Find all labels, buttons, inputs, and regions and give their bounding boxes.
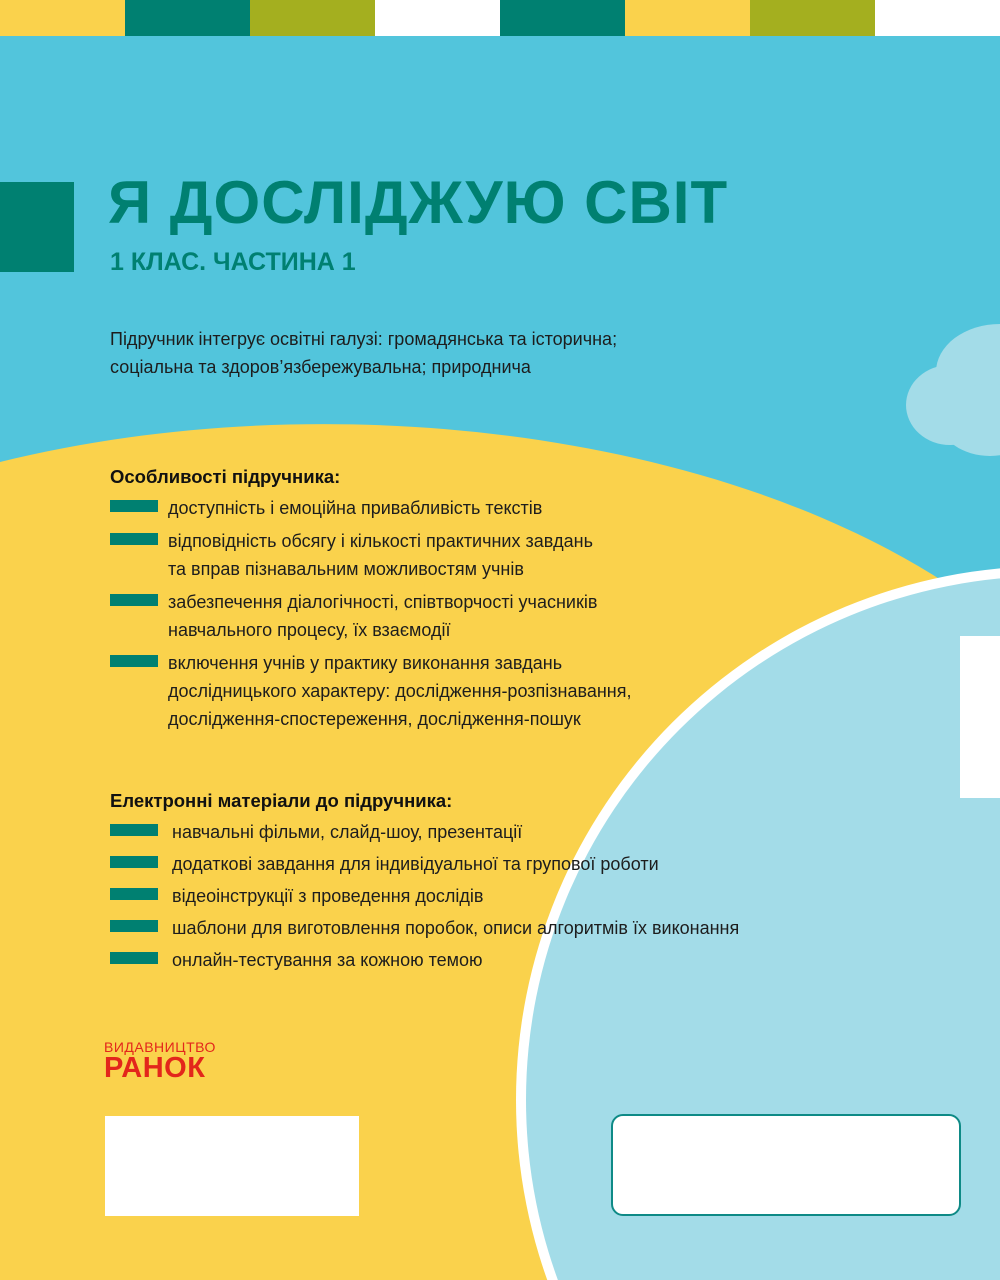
item-text: додаткові завдання для індивідуальної та групової роботи [172,854,659,874]
item-text: відповідність обсягу і кількості практичних завдань [168,531,593,551]
item-text: відеоінструкції з проведення дослідів [172,886,484,906]
bullet-bar-icon [110,533,158,545]
features-section [110,466,631,738]
item-text: шаблони для виготовлення поробок, описи алгоритмів їх виконання [172,918,740,938]
intro-text [110,325,830,381]
bullet-bar-icon [110,920,158,932]
publisher-name: РАНОК [104,1052,206,1084]
publisher-logo [104,1040,216,1082]
intro-line: Підручник інтегрує освітні галузі: громадянська та історична; [110,329,618,349]
features-heading: Особливості підручника: [110,466,341,487]
item-text: та вправ пізнавальним можливостям учнів [168,559,524,579]
list-item [110,882,739,910]
electronic-materials-section [110,790,739,978]
bullet-bar-icon [110,824,158,836]
item-text: навчального процесу, їх взаємодії [168,620,451,640]
book-subtitle: 1 КЛАС. ЧАСТИНА 1 [110,248,356,276]
list-item [110,588,631,644]
intro-line: соціальна та здоров’язбережувальна; природнича [110,357,531,377]
bullet-bar-icon [110,888,158,900]
item-text: онлайн-тестування за кожною темою [172,950,483,970]
list-item [110,818,739,846]
list-item [110,914,739,942]
list-item [110,850,739,878]
bullet-bar-icon [110,856,158,868]
bullet-bar-icon [110,500,158,512]
book-title: Я ДОСЛІДЖУЮ СВІТ [108,169,729,236]
barcode-placeholder [105,1116,359,1216]
list-item [110,946,739,974]
item-text: забезпечення діалогічності, співтворчості учасників [168,592,598,612]
list-item [110,649,631,733]
item-text: дослідницького характеру: дослідження-розпізнавання, [168,681,632,701]
list-item [110,494,631,522]
electronic-heading: Електронні матеріали до підручника: [110,790,453,811]
item-text: навчальні фільми, слайд-шоу, презентації [172,822,523,842]
bullet-bar-icon [110,655,158,667]
item-text: доступність і емоційна привабливість текстів [168,498,543,518]
list-item [110,527,631,583]
bullet-bar-icon [110,952,158,964]
item-text: дослідження-спостереження, дослідження-пошук [168,709,581,729]
title-accent-block [0,182,74,272]
publisher-prefix: ВИДАВНИЦТВО [104,1039,216,1055]
bullet-bar-icon [110,594,158,606]
label-placeholder [611,1114,961,1216]
side-tab [960,636,1000,798]
item-text: включення учнів у практику виконання завдань [168,653,563,673]
